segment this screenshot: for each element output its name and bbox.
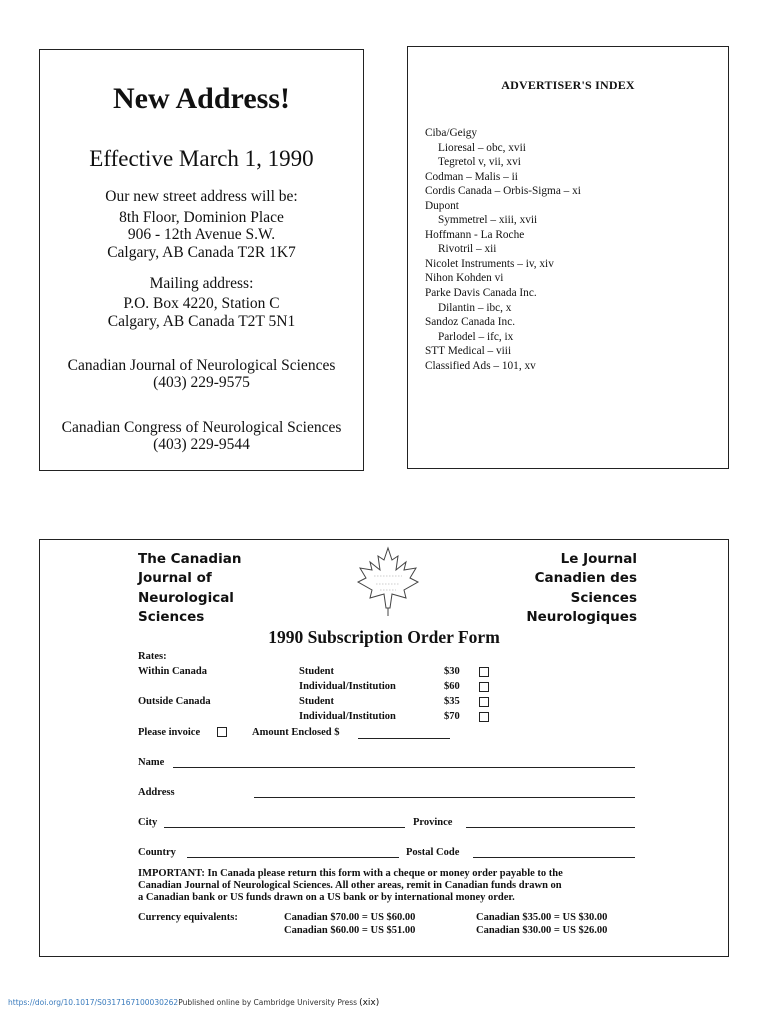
form-title: 1990 Subscription Order Form	[268, 627, 500, 647]
name-field[interactable]	[173, 767, 635, 768]
rate-type: Student	[299, 696, 335, 707]
journal-name-line: Journal of	[138, 570, 212, 587]
congress-phone: (403) 229-9544	[153, 436, 250, 453]
advertiser-index-entry: Lioresal – obc, xvii	[438, 141, 526, 154]
advertiser-index-entry: Symmetrel – xiii, xvii	[438, 214, 538, 227]
city-label: City	[138, 817, 158, 828]
rate-checkbox-outside-individual[interactable]	[479, 712, 489, 722]
address-field[interactable]	[254, 797, 635, 798]
important-line: Canadian Journal of Neurological Sciences. All other areas, remit in Canadian funds drawn on	[138, 880, 562, 892]
currency-equivalent: Canadian $70.00 = US $60.00	[284, 912, 416, 923]
rate-price: $35	[444, 696, 460, 707]
journal-name-line: Canadien des	[534, 570, 637, 587]
important-line: IMPORTANT: In Canada please return this form with a cheque or money order payable to the	[138, 868, 563, 879]
journal-name-line: Sciences	[138, 608, 205, 625]
rate-price: $70	[444, 711, 460, 722]
advertiser-index-list	[425, 126, 581, 373]
journal-name-line: Le Journal	[560, 551, 637, 567]
journal-name-french	[526, 550, 637, 627]
doi-link[interactable]: https://doi.org/10.1017/S0317167100030262	[8, 998, 179, 1007]
province-label: Province	[413, 817, 453, 828]
street-line: Calgary, AB Canada T2R 1K7	[107, 244, 296, 261]
city-field[interactable]	[164, 827, 405, 828]
currency-label: Currency equivalents:	[138, 912, 238, 923]
effective-date: Effective March 1, 1990	[89, 146, 314, 171]
rate-checkbox-within-individual[interactable]	[479, 682, 489, 692]
mailing-line: P.O. Box 4220, Station C	[123, 295, 280, 312]
advertiser-index-box	[407, 46, 729, 469]
name-label: Name	[138, 757, 165, 768]
page-number: (xix)	[359, 998, 380, 1008]
rate-price: $30	[444, 666, 460, 677]
advertiser-index-entry: Parke Davis Canada Inc.	[425, 287, 537, 300]
rates-label: Rates:	[138, 651, 167, 662]
please-invoice-label: Please invoice	[138, 727, 201, 738]
advertiser-index-entry: Codman – Malis – ii	[425, 170, 518, 183]
rate-type: Individual/Institution	[299, 681, 396, 692]
advertiser-index-entry: Dilantin – ibc, x	[438, 301, 512, 314]
journal-name-line: The Canadian	[138, 551, 242, 567]
advertiser-index-entry: STT Medical – viii	[425, 345, 512, 358]
rate-price: $60	[444, 681, 460, 692]
journal-name-line: Sciences	[570, 589, 637, 606]
advertiser-index-entry: Tegretol v, vii, xvi	[438, 156, 521, 169]
currency-equivalent: Canadian $30.00 = US $26.00	[476, 925, 608, 936]
advertiser-index-heading: ADVERTISER'S INDEX	[501, 78, 635, 92]
advertiser-index-entry: Ciba/Geigy	[425, 127, 478, 139]
advertiser-index-entry: Sandoz Canada Inc.	[425, 316, 516, 329]
currency-equivalent: Canadian $35.00 = US $30.00	[476, 912, 608, 923]
amount-enclosed-field[interactable]	[358, 738, 450, 739]
rate-checkbox-within-student[interactable]	[479, 667, 489, 677]
street-line: 8th Floor, Dominion Place	[119, 209, 284, 226]
advertiser-index-entry: Hoffmann - La Roche	[425, 228, 525, 241]
advertiser-index-entry: Rivotril – xii	[438, 243, 497, 256]
advertiser-index-entry: Classified Ads – 101, xv	[425, 359, 536, 372]
rate-type: Student	[299, 666, 335, 677]
journal-name: Canadian Journal of Neurological Sciences	[67, 357, 336, 374]
congress-name: Canadian Congress of Neurological Sciences	[61, 419, 342, 436]
publisher-note: Published online by Cambridge University Press	[178, 998, 358, 1007]
country-label: Country	[138, 847, 176, 858]
within-canada-label: Within Canada	[138, 666, 207, 677]
journal-name-english	[138, 550, 241, 627]
subscription-form	[39, 539, 729, 957]
page-footer	[8, 998, 379, 1008]
address-label: Address	[138, 787, 175, 798]
advertiser-index-entry: Cordis Canada – Orbis-Sigma – xi	[425, 185, 581, 198]
postal-code-field[interactable]	[473, 857, 635, 858]
rate-checkbox-outside-student[interactable]	[479, 697, 489, 707]
amount-enclosed-label: Amount Enclosed $	[252, 727, 340, 738]
mailing-intro: Mailing address:	[149, 275, 254, 292]
mailing-line: Calgary, AB Canada T2T 5N1	[107, 313, 296, 330]
new-address-box	[39, 49, 364, 471]
street-line: 906 - 12th Avenue S.W.	[127, 226, 276, 243]
journal-phone: (403) 229-9575	[153, 374, 250, 391]
advertiser-index-entry: Nicolet Instruments – iv, xiv	[425, 257, 554, 270]
postal-code-label: Postal Code	[406, 847, 460, 858]
important-notice	[138, 868, 563, 905]
country-field[interactable]	[187, 857, 399, 858]
rate-type: Individual/Institution	[299, 711, 396, 722]
advertiser-index-entry: Nihon Kohden vi	[425, 272, 504, 285]
journal-name-line: Neurological	[138, 589, 234, 606]
currency-equivalent: Canadian $60.00 = US $51.00	[284, 925, 416, 936]
new-address-title: New Address!	[113, 82, 290, 115]
journal-name-line: Neurologiques	[526, 608, 637, 625]
street-intro: Our new street address will be:	[105, 188, 298, 205]
outside-canada-label: Outside Canada	[138, 696, 211, 707]
important-line: a Canadian bank or US funds drawn on a US bank or by international money order.	[138, 892, 515, 904]
advertiser-index-entry: Parlodel – ifc, ix	[438, 330, 514, 343]
maple-leaf-icon	[352, 546, 424, 618]
advertiser-index-entry: Dupont	[425, 199, 459, 212]
province-field[interactable]	[466, 827, 635, 828]
please-invoice-checkbox[interactable]	[217, 727, 227, 737]
